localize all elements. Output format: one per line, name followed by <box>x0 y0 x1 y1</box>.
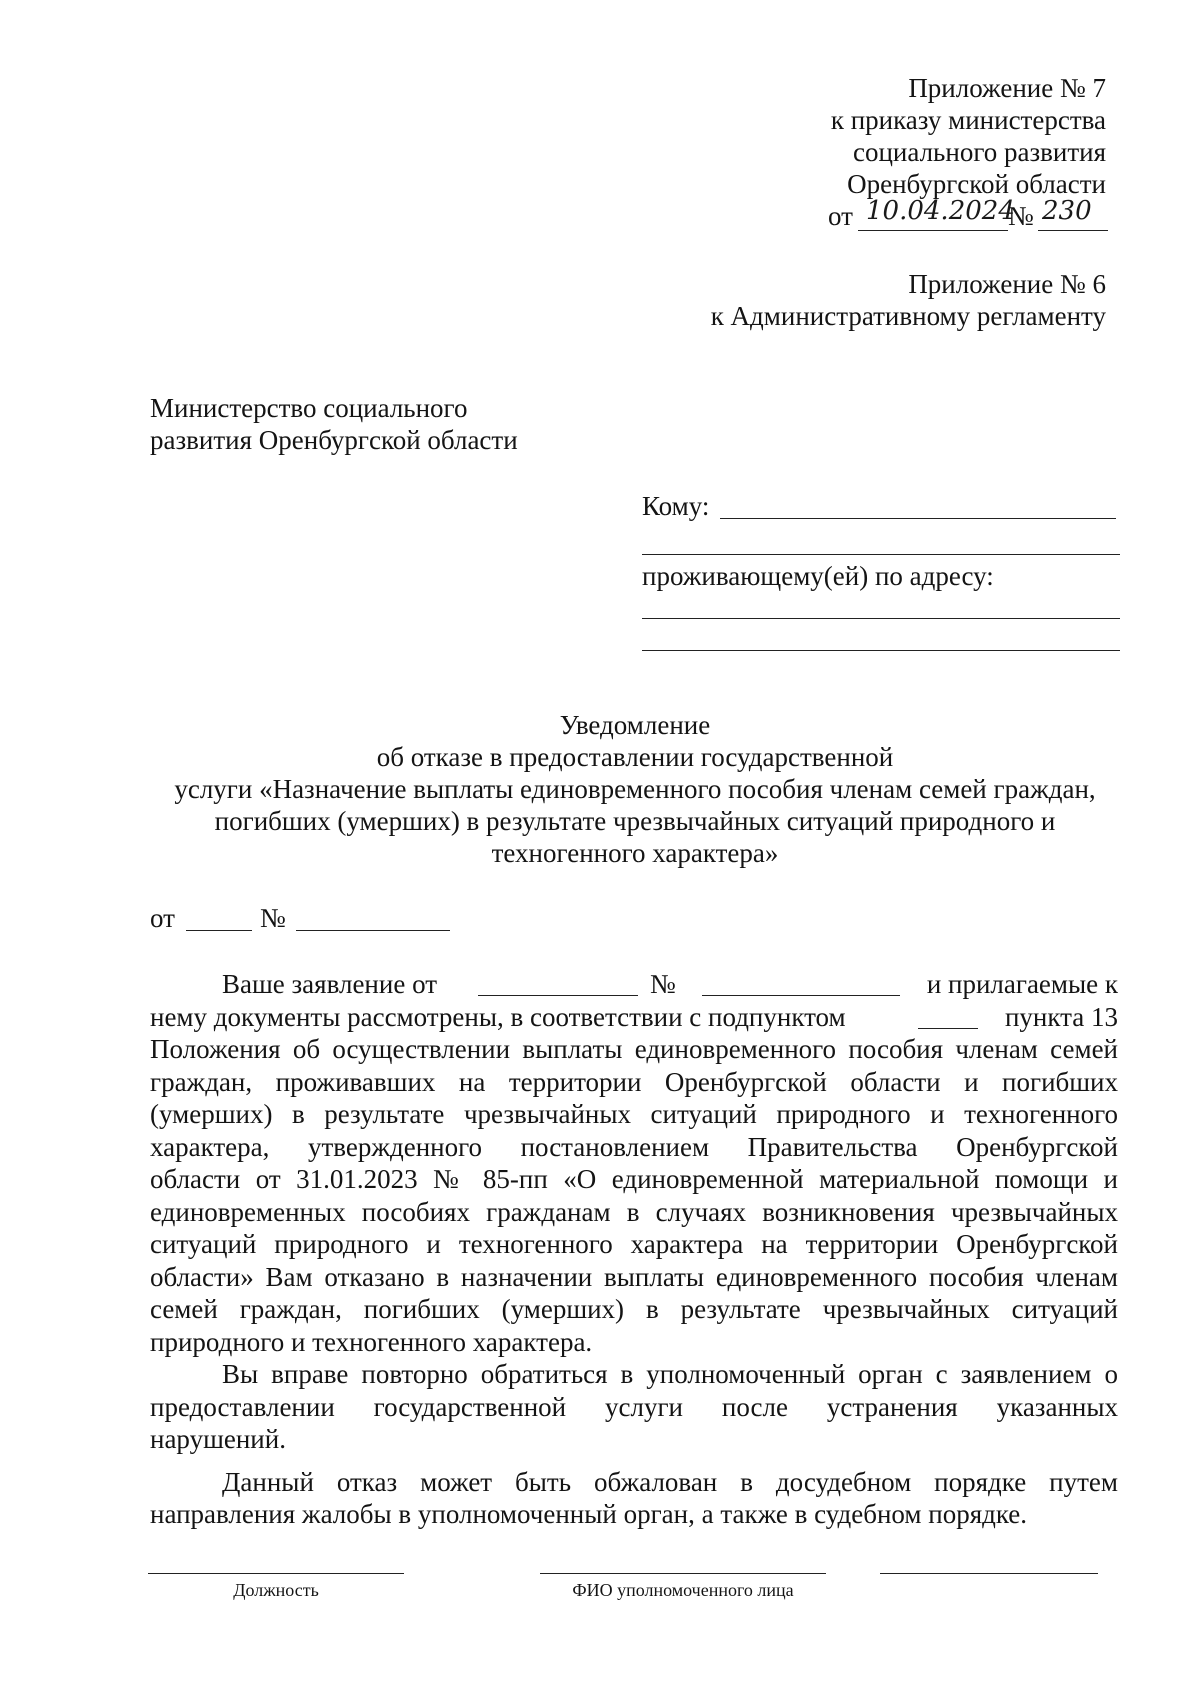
name-line <box>540 1573 826 1574</box>
recipient-address-label: проживающему(ей) по адресу: <box>642 561 994 591</box>
date-prefix: от <box>828 201 853 231</box>
recipient-name-line <box>720 518 1116 519</box>
subparagraph-line <box>918 1028 978 1029</box>
appendix7-line3: Оренбургской области <box>847 169 1106 199</box>
appendix7-date-row <box>828 196 1108 236</box>
p1-text-l2b: пункта 13 <box>1004 1001 1118 1032</box>
body-paragraph-1 <box>150 968 1118 1531</box>
p3-line: Данный отказ может быть обжалован в досудебном порядке путем <box>222 1466 1118 1497</box>
application-number-line <box>702 995 900 996</box>
handwritten-date: 10.04.2024 <box>866 196 1015 226</box>
handwritten-number: 230 <box>1042 196 1092 226</box>
p1-line: ситуаций природного и техногенного характера на территории Оренбургской <box>150 1229 1118 1259</box>
p1-number-sign: № <box>650 969 676 999</box>
recipient-address-line-1 <box>642 618 1120 619</box>
heading-line2: об отказе в предоставлении государственной <box>376 742 894 772</box>
p1-text-a: Ваше заявление от <box>222 969 438 999</box>
p1-line: граждан, проживавших на территории Оренбургской области и погибших <box>150 1066 1118 1097</box>
p1-line: семей граждан, погибших (умерших) в результате чрезвычайных ситуаций <box>150 1294 1118 1324</box>
appendix7-line1: к приказу министерства <box>830 105 1106 135</box>
p2-last-line: нарушений. <box>150 1424 286 1454</box>
p1-text-c: и прилагаемые к <box>926 969 1118 999</box>
appendix7-line2: социального развития <box>852 137 1106 167</box>
appendix6-title: Приложение № 6 <box>908 269 1106 299</box>
heading-line4: погибших (умерших) в результате чрезвычайных ситуаций природного и <box>214 806 1056 836</box>
sender-line2: развития Оренбургской области <box>150 425 518 455</box>
p1-line: области от 31.01.2023 № 85-пп «О единовременной материальной помощи и <box>150 1164 1118 1194</box>
signature-line <box>880 1573 1098 1574</box>
heading-line3: услуги «Назначение выплаты единовременного пособия членам семей граждан, <box>174 774 1096 804</box>
p1-last-line: природного и техногенного характера. <box>150 1326 593 1357</box>
position-line <box>148 1573 404 1574</box>
heading-line5: техногенного характера» <box>491 838 779 868</box>
p1-line: Положения об осуществлении выплаты единовременного пособия членам семей <box>150 1034 1118 1064</box>
p1-line: характера, утвержденного постановлением Правительства Оренбургской <box>150 1131 1118 1162</box>
ref-number-line <box>296 930 450 931</box>
appendix7-title: Приложение № 7 <box>908 73 1106 103</box>
recipient-to-label: Кому: <box>642 491 710 521</box>
p3-last-line: направления жалобы в уполномоченный орган, а также в судебном порядке. <box>150 1499 1028 1529</box>
p1-line: (умерших) в результате чрезвычайных ситуаций природного и техногенного <box>150 1099 1118 1129</box>
ref-from-label: от <box>150 903 175 933</box>
ref-date-line <box>186 930 252 931</box>
date-underline <box>858 230 1008 231</box>
position-label: Должность <box>233 1580 319 1600</box>
p1-text-l2a: нему документы рассмотрены, в соответствии с подпунктом <box>150 1001 846 1032</box>
ref-number-label: № <box>260 903 286 933</box>
number-underline <box>1038 230 1108 231</box>
p1-second-line <box>150 1001 1118 1034</box>
appendix6-line1: к Административному регламенту <box>710 301 1106 331</box>
sender-line1: Министерство социального <box>150 393 468 423</box>
heading-title: Уведомление <box>559 710 711 740</box>
number-sign: № <box>1008 201 1034 231</box>
name-label: ФИО уполномоченного лица <box>572 1580 794 1600</box>
p1-line: единовременных пособиях гражданам в случаях возникновения чрезвычайных <box>150 1196 1118 1227</box>
reference-row <box>150 902 460 936</box>
application-date-line <box>478 995 638 996</box>
p1-line: области» Вам отказано в назначении выплаты единовременного пособия членам <box>150 1261 1118 1292</box>
p2-line: Вы вправе повторно обратиться в уполномоченный орган с заявлением о <box>222 1359 1118 1389</box>
p1-first-line <box>150 968 1118 1001</box>
recipient-name-line-2 <box>642 554 1120 555</box>
p2-line: предоставлении государственной услуги после устранения указанных <box>150 1391 1118 1422</box>
recipient-address-line-2 <box>642 650 1120 651</box>
